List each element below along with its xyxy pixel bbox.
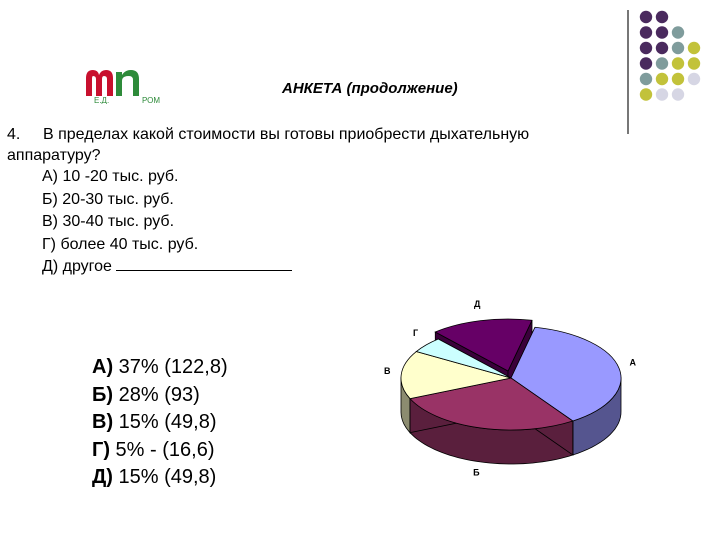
option-text: другое bbox=[58, 258, 117, 275]
option-letter: Г) bbox=[42, 235, 56, 253]
result-text: 5% - (16,6) bbox=[110, 438, 215, 461]
option-d bbox=[42, 256, 292, 279]
option-letter: А) bbox=[42, 168, 58, 185]
result-text: 28% (93) bbox=[113, 383, 200, 406]
decorative-dot bbox=[640, 73, 652, 85]
option-text: 10 -20 тыс. руб. bbox=[58, 168, 179, 185]
question-number: 4. bbox=[7, 126, 21, 143]
decorative-dot bbox=[656, 42, 668, 54]
blank-line bbox=[116, 256, 292, 271]
result-letter: Б) bbox=[92, 383, 114, 406]
pie-label: Д bbox=[473, 300, 481, 310]
decorative-dot bbox=[640, 57, 652, 69]
decorative-dot bbox=[656, 88, 668, 100]
decorative-dot bbox=[656, 11, 668, 23]
result-letter: Д) bbox=[92, 466, 113, 488]
option-text: более 40 тыс. руб. bbox=[56, 235, 199, 253]
decorative-dot bbox=[688, 57, 700, 69]
decorative-dots bbox=[636, 8, 716, 118]
decorative-dot bbox=[672, 42, 684, 54]
pie-label: Б bbox=[473, 467, 480, 478]
decorative-dot bbox=[640, 42, 652, 54]
company-logo bbox=[82, 62, 178, 104]
option-text: 30-40 тыс. руб. bbox=[58, 213, 175, 230]
result-text: 37% (122,8) bbox=[113, 356, 228, 378]
result-v bbox=[92, 409, 228, 437]
decorative-dot bbox=[656, 73, 668, 85]
option-v bbox=[42, 211, 292, 234]
pie-label: В bbox=[383, 365, 391, 376]
result-a bbox=[92, 354, 228, 382]
decorative-dot bbox=[656, 26, 668, 38]
decorative-dot bbox=[640, 26, 652, 38]
decorative-dot bbox=[672, 57, 684, 69]
result-letter: В) bbox=[92, 411, 114, 433]
option-g bbox=[42, 234, 292, 257]
pie-label: А bbox=[629, 357, 637, 368]
logo-small-right: РОМ bbox=[142, 96, 161, 104]
option-text: 20-30 тыс. руб. bbox=[57, 190, 174, 208]
result-letter: Г) bbox=[92, 438, 110, 461]
divider-line bbox=[627, 10, 629, 134]
question-block bbox=[7, 124, 617, 166]
decorative-dot bbox=[640, 88, 652, 100]
result-d bbox=[92, 464, 228, 492]
result-text: 15% (49,8) bbox=[112, 466, 217, 488]
option-b bbox=[42, 189, 292, 212]
result-text: 15% (49,8) bbox=[113, 411, 217, 433]
logo-small-left: Е.Д. bbox=[94, 96, 110, 104]
decorative-dot bbox=[672, 26, 684, 38]
option-letter: В) bbox=[42, 213, 58, 230]
option-letter: Б) bbox=[42, 190, 58, 208]
decorative-dot bbox=[640, 11, 652, 23]
decorative-dot bbox=[688, 73, 700, 85]
option-letter: Д) bbox=[42, 258, 59, 275]
decorative-dot bbox=[688, 42, 700, 54]
result-g bbox=[92, 437, 228, 465]
results-list bbox=[92, 354, 228, 492]
answer-options bbox=[42, 166, 292, 279]
pie-label: Г bbox=[412, 327, 419, 338]
decorative-dot bbox=[672, 73, 684, 85]
result-b bbox=[92, 382, 228, 410]
pie-chart bbox=[376, 300, 646, 500]
decorative-dot bbox=[656, 57, 668, 69]
page-title: АНКЕТА (продолжение) bbox=[282, 80, 458, 97]
option-a bbox=[42, 166, 292, 189]
result-letter: А) bbox=[92, 356, 114, 378]
decorative-dot bbox=[672, 88, 684, 100]
question-text: В пределах какой стоимости вы готовы приобрести дыхательную аппаратуру? bbox=[7, 126, 530, 164]
